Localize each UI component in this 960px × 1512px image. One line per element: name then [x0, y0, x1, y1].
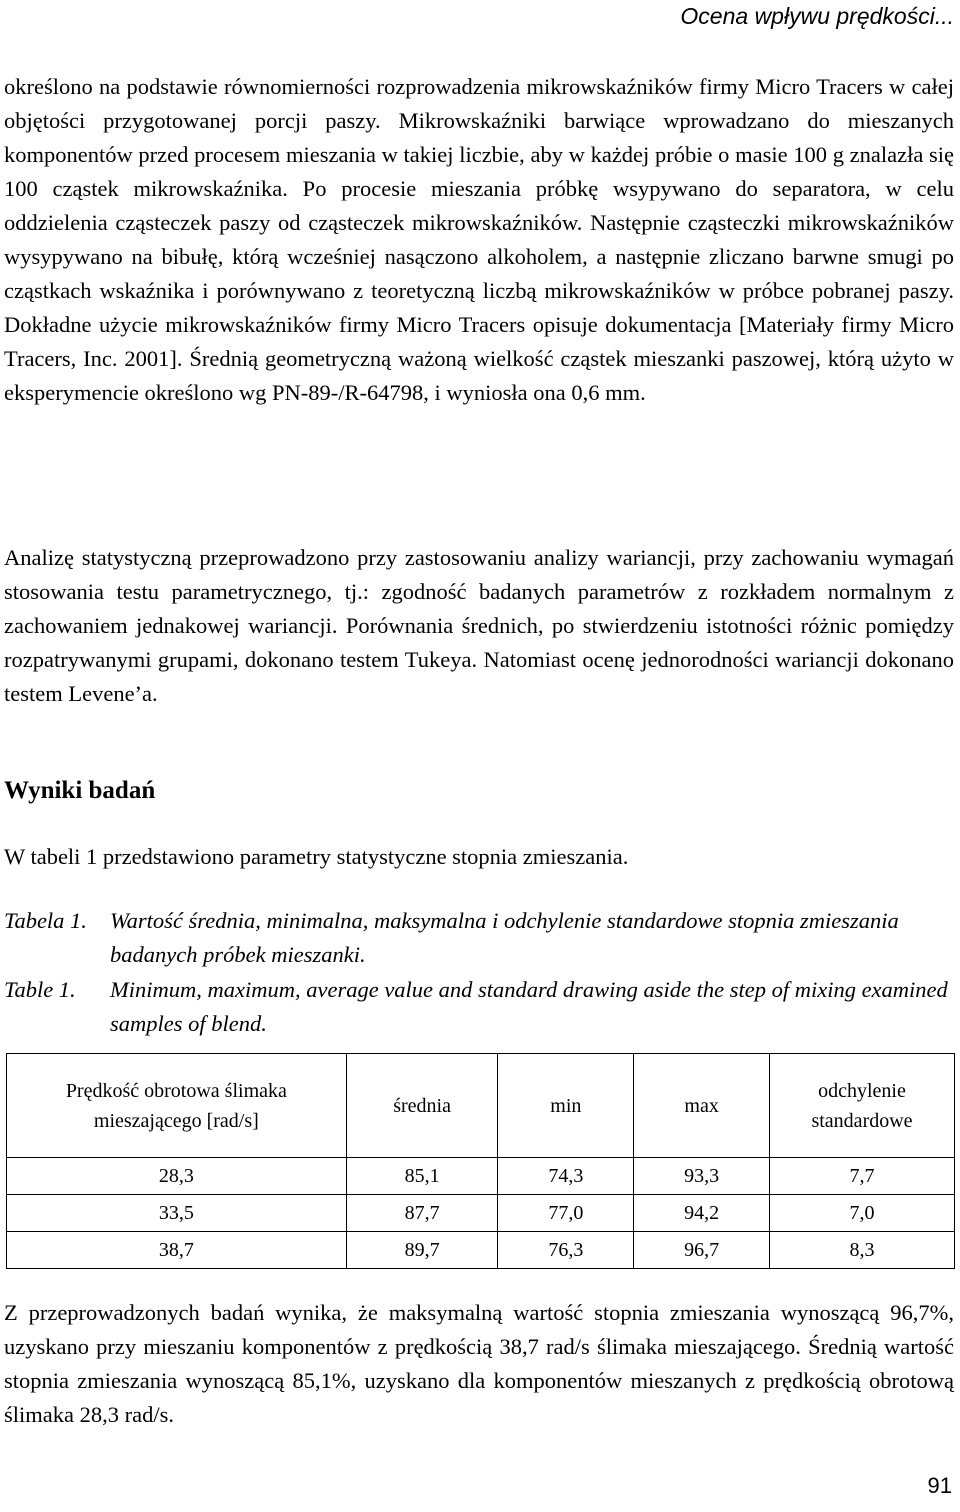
table-caption-pl [4, 904, 959, 972]
results-table [6, 1053, 955, 1269]
running-header: Ocena wpływu prędkości... [680, 3, 954, 29]
table-caption-en-text: Minimum, maximum, average value and standard drawing aside the step of mixing examined samples of blend. [110, 977, 948, 1036]
column-header-min: min [498, 1054, 634, 1158]
table-caption-en-label: Table 1. [4, 977, 76, 1002]
table-cell: 7,7 [770, 1158, 955, 1195]
table-cell: 76,3 [498, 1232, 634, 1269]
table-cell: 28,3 [7, 1158, 347, 1195]
table-cell: 94,2 [634, 1195, 770, 1232]
column-header-mean: średnia [346, 1054, 498, 1158]
table-cell: 8,3 [770, 1232, 955, 1269]
table-cell: 33,5 [7, 1195, 347, 1232]
table-cell: 7,0 [770, 1195, 955, 1232]
section-heading-results: Wyniki badań [4, 777, 156, 804]
table-cell: 89,7 [346, 1232, 498, 1269]
table-row [7, 1195, 955, 1232]
table-caption-en [4, 973, 959, 1041]
table-caption-pl-label: Tabela 1. [4, 908, 87, 933]
page-number: 91 [927, 1473, 952, 1498]
table-row [7, 1232, 955, 1269]
column-header-std: odchylenie standardowe [770, 1054, 955, 1158]
statistics-paragraph: Analizę statystyczną przeprowadzono przy zastosowaniu analizy wariancji, przy zachowaniu wymagań stosowania testu parametrycznego, tj.: zgodność badanych parametrów z rozkładem normalnym z zachowaniem jednakowej wariancji. Porównania średnich, po stwierdzeniu istotności różnic pomiędzy rozpatrywanymi grupami, dokonano testem Tukeya. Natomiast ocenę jednorodności wariancji dokonano testem Levene’a. [4, 545, 954, 706]
table-header-row [7, 1054, 955, 1158]
table-cell: 77,0 [498, 1195, 634, 1232]
column-header-speed: Prędkość obrotowa ślimaka mieszającego [rad/s] [7, 1054, 347, 1158]
methods-paragraph: określono na podstawie równomierności rozprowadzenia mikrowskaźników firmy Micro Tracers w całej objętości przygotowanej porcji paszy. Mikrowskaźniki barwiące wprowadzano do mieszanych komponentów przed procesem mieszania w takiej liczbie, aby w każdej próbie o masie 100 g znalazła się 100 cząstek mikrowskaźnika. Po procesie mieszania próbkę wsypywano do separatora, w celu oddzielenia cząsteczek paszy od cząsteczek mikrowskaźników. Następnie cząsteczki mikrowskaźników wysypywano na bibułę, którą wcześniej nasączono alkoholem, a następnie zliczano barwne smugi po cząstkach wskaźnika i porównywano z teoretyczną liczbą mikrowskaźników w próbce pobranej paszy. Dokładne użycie mikrowskaźników firmy Micro Tracers opisuje dokumentacja [Materiały firmy Micro Tracers, Inc. 2001]. Średnią geometryczną ważoną wielkość cząstek mieszanki paszowej, którą użyto w eksperymencie określono wg PN-89-/R-64798, i wyniosła ona 0,6 mm. [4, 74, 954, 405]
table-caption-pl-text: Wartość średnia, minimalna, maksymalna i odchylenie standardowe stopnia zmieszania badanych próbek mieszanki. [110, 908, 899, 967]
table-cell: 96,7 [634, 1232, 770, 1269]
column-header-max: max [634, 1054, 770, 1158]
table-row [7, 1158, 955, 1195]
table-cell: 93,3 [634, 1158, 770, 1195]
table-cell: 85,1 [346, 1158, 498, 1195]
results-intro-paragraph: W tabeli 1 przedstawiono parametry statystyczne stopnia zmieszania. [4, 844, 629, 869]
table-cell: 38,7 [7, 1232, 347, 1269]
table-cell: 87,7 [346, 1195, 498, 1232]
conclusion-paragraph: Z przeprowadzonych badań wynika, że maksymalną wartość stopnia zmieszania wynoszącą 96,7%, uzyskano przy mieszaniu komponentów z prędkością 38,7 rad/s ślimaka mieszającego. Średnią wartość stopnia zmieszania wynoszącą 85,1%, uzyskano dla komponentów mieszanych z prędkością obrotową ślimaka 28,3 rad/s. [4, 1300, 954, 1427]
table-cell: 74,3 [498, 1158, 634, 1195]
